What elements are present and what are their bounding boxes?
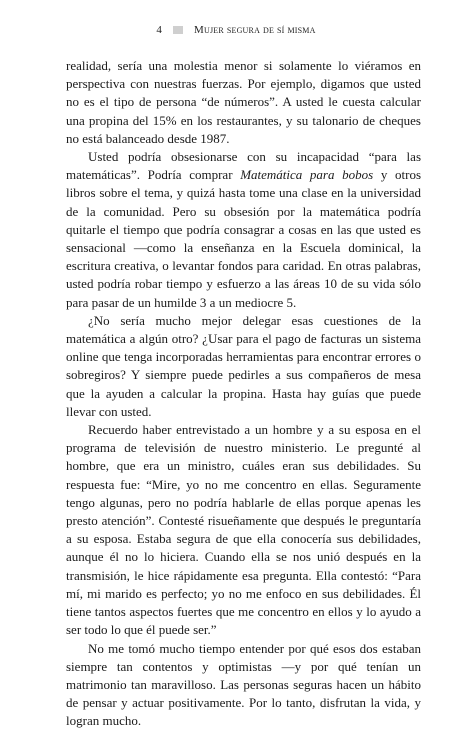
running-title: Mujer segura de sí misma <box>194 24 316 36</box>
page-number: 4 <box>156 24 163 36</box>
paragraph: ¿No sería mucho mejor delegar esas cuestiones de la matemática a algún otro? ¿Usar para el pago de facturas un sistema online que tenga incorporadas herramientas para encontrar errores o sobregiros? Y siempre puede pedirles a sus compañeros de mesa que la ayuden a calcular la propina. Hasta hay guías que puede llevar con usted. <box>66 312 421 419</box>
paragraph: No me tomó mucho tiempo entender por qué esos dos estaban siempre tan contentos y optimistas —y por qué tenían un matrimonio tan maravilloso. Las personas seguras hacen un hábito de pensar y actuar positivamente. Por lo tanto, disfrutan la vida, y logran mucho. <box>66 640 421 729</box>
paragraph: Recuerdo haber entrevistado a un hombre y a su esposa en el programa de televisión de nuestro ministerio. Le pregunté al hombre, que era un ministro, cuáles eran sus debilidades. Su respuesta fue: “Mire, yo no me concentro en ellas. Seguramente tengo algunas, pero no podría hablarle de ellas porque apenas les presto atención”. Contesté risueñamente que después le preguntaría a su esposa. Estaba segura de que ella conocería sus debilidades, aunque él no lo hiciera. Cuando ella se nos unió después en la transmisión, le hice rápidamente esa pregunta. Ella contestó: “Para mí, mi marido es perfecto; yo no me enfoco en sus debilidades. Él tiene tantos aspectos fuertes que me concentro en ellos y lo ayudo a ser todo lo que él puede ser.” <box>66 422 421 638</box>
header-separator <box>173 26 183 34</box>
paragraph: realidad, sería una molestia menor si solamente lo viéramos en perspectiva con nuestras fuerzas. Por ejemplo, digamos que usted no es el tipo de persona “de números”. A usted le cuesta calcular una propina del 15% en los restaurantes, y su talonario de cheques no está balanceado desde 1987. <box>66 58 421 146</box>
paragraph: Usted podría obsesionarse con su incapacidad “para las matemáticas”. Podría comprar Matemática para bobos y otros libros sobre el tema, y quizá hasta tome una clase en la universidad de la comunidad. Pero su obsesión por la matemática podría quitarle el tiempo que podría consagrar a cosas en las que usted es sensacional —como la enseñanza en la Escuela dominical, la escritura creativa, o levantar fondos para caridad. En otras palabras, usted podría robar tiempo y esfuerzo a las áreas 10 de su vida sólo para pasar de un humilde 3 a un mediocre 5. <box>66 149 421 310</box>
running-header <box>0 24 472 36</box>
body-text <box>66 57 421 731</box>
book-title-emphasis: Matemática para bobos <box>240 167 374 183</box>
